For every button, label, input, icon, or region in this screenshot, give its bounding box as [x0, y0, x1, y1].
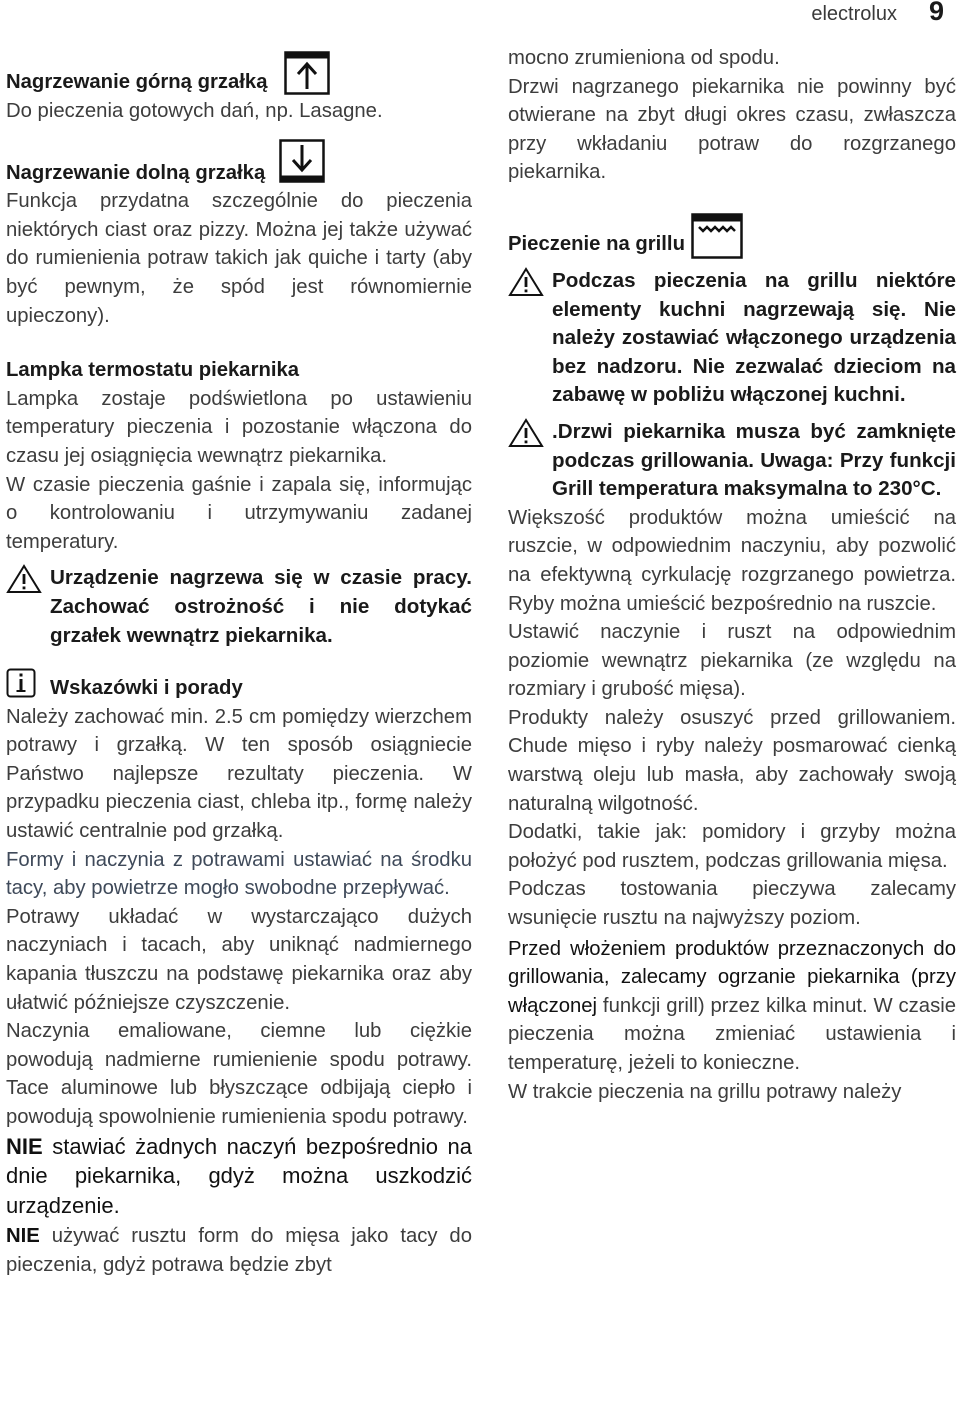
- warning-icon: [6, 564, 42, 594]
- warning-icon: [508, 418, 544, 448]
- tips-p6-strong: NIE: [6, 1225, 40, 1248]
- tips-p5-strong: NIE: [6, 1133, 43, 1159]
- top-heat-icon: [284, 51, 330, 95]
- grill-heading-row: [508, 213, 956, 259]
- bottom-heat-icon: [279, 139, 325, 183]
- grill-p3: Produkty należy osuszyć przed grillowaniem. Chude mięso i ryby należy posmarować cienką warstwą oleju lub masła, aby zachowały swoją naturalną wilgotność.: [508, 706, 956, 815]
- tips-p4: Naczynia emaliowane, ciemne lub ciężkie powodują nadmierne rumienienie spodu potrawy. Tace aluminowe lub błyszczące odbijają ciepło i powodują spowolnienie rumienienia spodu potrawy.: [6, 1020, 472, 1128]
- tips-p6-rest: używać rusztu form do mięsa jako tacy do pieczenia, gdyż potrawa będzie zbyt: [6, 1225, 472, 1276]
- left-column: [6, 44, 472, 1279]
- tips-p3: Potrawy układać w wystarczająco dużych naczyniach i tacach, aby uniknąć nadmiernego kapania tłuszczu na podstawę piekarnika oraz aby ułatwić późniejsze czyszczenie.: [6, 905, 472, 1014]
- tips-title: Wskazówki i porady: [50, 677, 243, 700]
- lamp-title: Lampka termostatu piekarnika: [6, 359, 300, 382]
- tips-heading: [6, 668, 472, 703]
- bottom-heat-text: Funkcja przydatna szczególnie do pieczenia niektórych ciast oraz pizzy. Można jej także używać do rumienienia potraw takich jak quiche i tarty (aby być pewnym, że spód jest równomiernie upieczony).: [6, 190, 472, 327]
- warning-text-left: Urządzenie nagrzewa się w czasie pracy. Zachować ostrożność i nie dotykać grzałek wewnątrz piekarnika.: [50, 566, 472, 647]
- grill-p5: Podczas tostowania pieczywa zalecamy wsunięcie rusztu na najwyższy poziom.: [508, 878, 956, 930]
- right-column: [508, 44, 956, 1106]
- grill-title: Pieczenie na grillu: [508, 233, 685, 256]
- warning-icon: [508, 267, 544, 297]
- tips-p1: Należy zachować min. 2.5 cm pomiędzy wierzchem potrawy i grzałką. W ten sposób osiągniecie Państwo najlepsze rezultaty pieczenia. W przypadku pieczenia ciast, chleba itp., formę należy ustawić centralnie pod grzałką.: [6, 705, 472, 843]
- top-heat-title: Nagrzewanie górną grzałką: [6, 71, 268, 93]
- tips-p5: [6, 1132, 472, 1221]
- grill-p2: Ustawić naczynie i ruszt na odpowiednim poziomie wewnątrz piekarnika (ze względu na rozmiary i grubość mięsa).: [508, 621, 956, 701]
- tips-p6: [6, 1222, 472, 1279]
- page-number: 9: [928, 0, 944, 26]
- right-continuation-2: Drzwi nagrzanego piekarnika nie powinny być otwierane na zbyt długi okres czasu, zwłaszcza przy wkładaniu potraw do rozgrzanego piekarnika.: [508, 75, 956, 184]
- right-continuation-1: mocno zrumieniona od spodu.: [508, 47, 780, 69]
- lamp-text-1: Lampka zostaje podświetlona po ustawieniu temperatury pieczenia i pozostanie włączona do czasu jej osiągnięcia wewnątrz piekarnika.: [6, 387, 472, 467]
- grill-warning-text-1: Podczas pieczenia na grillu niektóre elementy kuchni nagrzewają się. Nie należy zostawiać włączonego urządzenia bez nadzoru. Nie zezwalać dzieciom na zabawę w pobliżu włączonej kuchni.: [552, 268, 956, 407]
- grill-icon: [691, 213, 743, 259]
- lamp-text-2: W czasie pieczenia gaśnie i zapala się, informując o kontrolowaniu i utrzymywaniu zadanej temperatury.: [6, 473, 472, 553]
- grill-p6-rest: funkcji grill) przez kilka minut. W czasie pieczenia można zmieniać ustawienia i temperaturę, jeżeli to konieczne.: [508, 994, 956, 1074]
- tips-p2: Formy i naczynia z potrawami ustawiać na środku tacy, aby powietrze mogło swobodne przepływać.: [6, 848, 472, 900]
- grill-warning-2: [508, 418, 956, 504]
- info-icon: [6, 668, 36, 698]
- grill-p4: Dodatki, takie jak: pomidory i grzyby można położyć pod rusztem, podczas grillowania mięsa.: [508, 821, 956, 872]
- grill-p6-dark: Przed włożeniem produktów przeznaczonych do grillowania, zalecamy ogrzanie piekarnika (przy włączonej: [508, 937, 956, 1017]
- grill-p7: W trakcie pieczenia na grillu potrawy należy: [508, 1080, 902, 1103]
- bottom-heat-title: Nagrzewanie dolną grzałką: [6, 161, 266, 184]
- top-heat-text: Do pieczenia gotowych dań, np. Lasagne.: [6, 99, 383, 122]
- grill-p6: [508, 935, 956, 1078]
- brand-name: electrolux: [811, 3, 897, 25]
- grill-warning-1: [508, 267, 956, 410]
- top-heat-heading-row: [6, 46, 472, 97]
- tips-p5-rest: stawiać żadnych naczyń bezpośrednio na dnie piekarnika, gdyż można uszkodzić urządzenie.: [6, 1133, 472, 1218]
- bottom-heat-heading-row: [6, 143, 472, 187]
- grill-warning-text-2: .Drzwi piekarnika musza być zamknięte podczas grillowania. Uwaga: Przy funkcji Grill temperatura maksymalna to 230°C.: [552, 419, 956, 501]
- warning-block-left: [6, 564, 472, 650]
- grill-p1: Większość produktów można umieścić na ruszcie, w odpowiednim naczyniu, aby pozwolić na efektywną cyrkulację rozgrzanego powietrza. Ryby można umieścić bezpośrednio na ruszcie.: [508, 506, 956, 615]
- page-header: [811, 0, 944, 27]
